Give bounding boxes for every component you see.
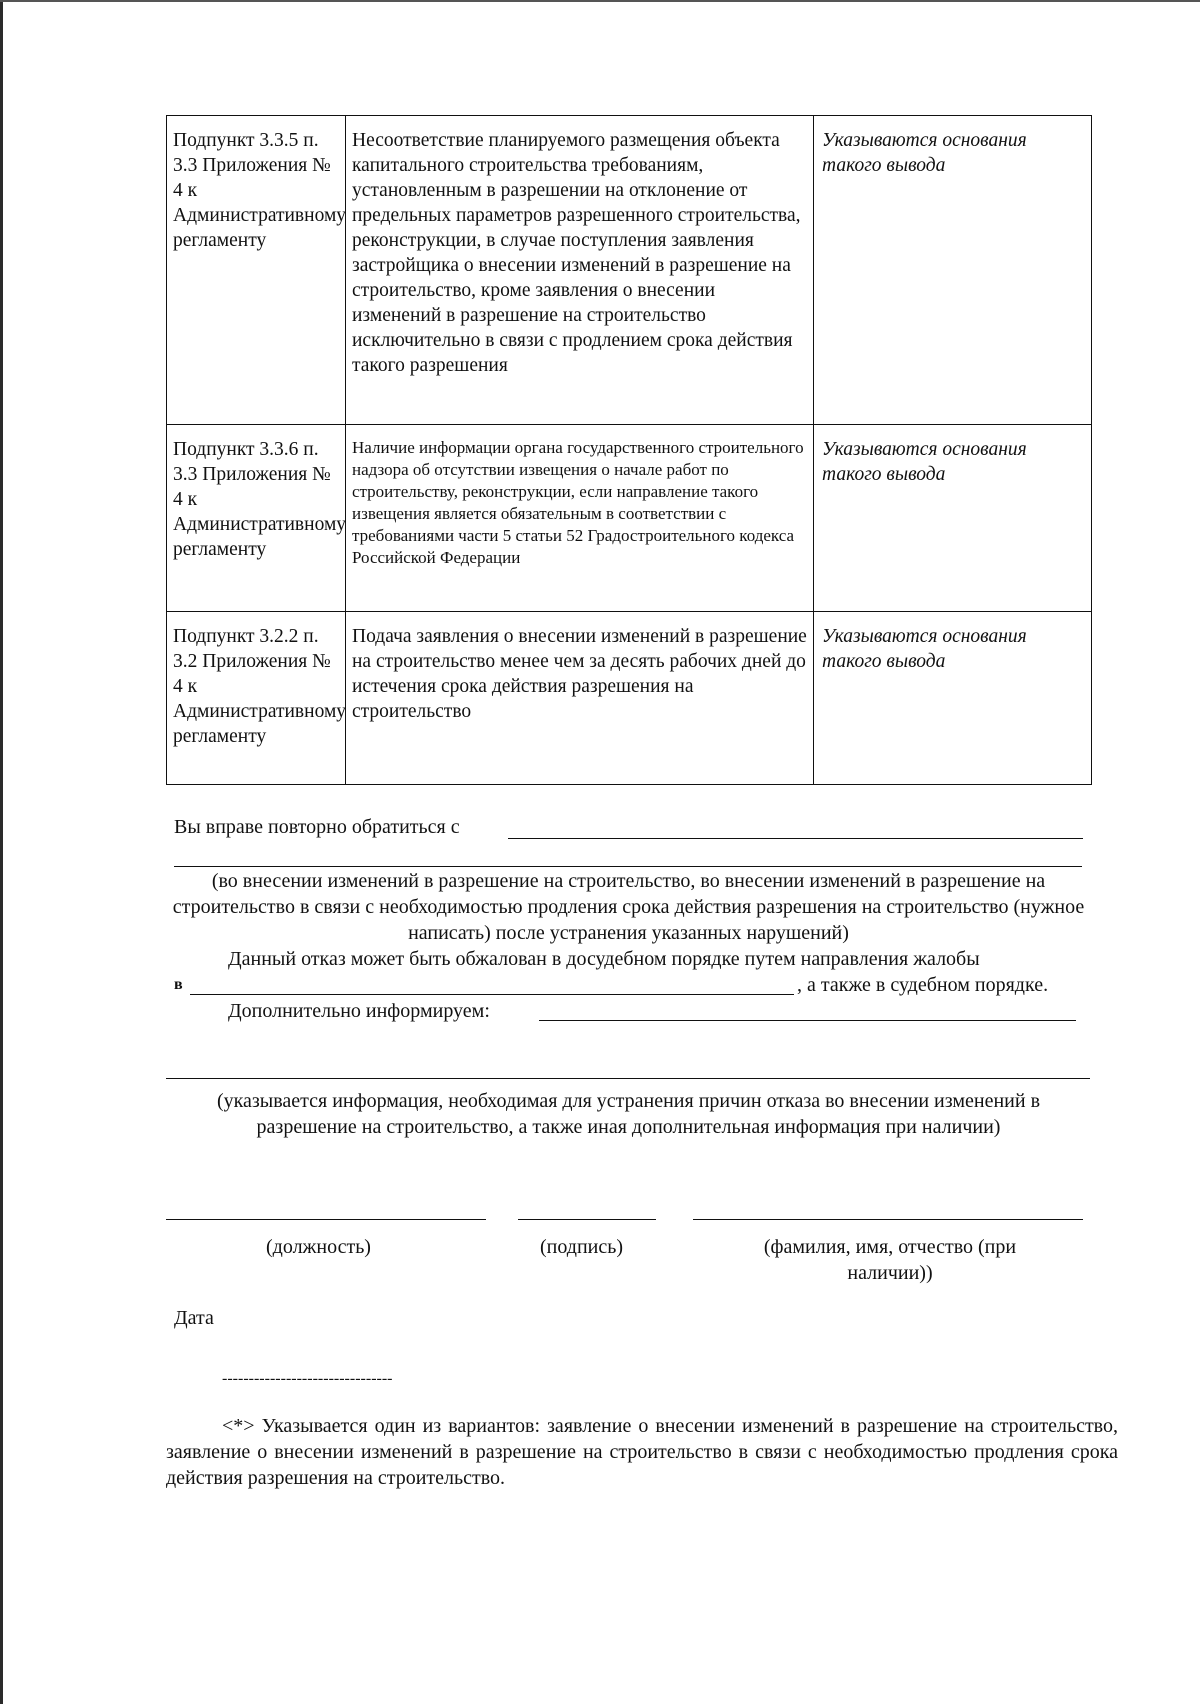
additional-fill-line-2[interactable] [166, 1078, 1090, 1079]
reference-cell: Подпункт 3.3.5 п. 3.3 Приложения № 4 к Административному регламенту [167, 116, 346, 425]
footnote-text: <*> Указывается один из вариантов: заявление о внесении изменений в разрешение на строительство, заявление о внесении изменений в разрешение на строительство в связи с необходимостью продления срока действия разрешения на строительство. [166, 1415, 1118, 1489]
reapply-label: Вы вправе повторно обратиться с [174, 816, 460, 838]
appeal-suffix: , а также в судебном порядке. [797, 974, 1049, 996]
appeal-text: Данный отказ может быть обжалован в досудебном порядке путем направления жалобы [228, 948, 980, 970]
additional-hint: (указывается информация, необходимая для устранения причин отказа во внесении изменений в разрешение на строительство, а также иная дополнительная информация при наличии) [216, 1090, 1041, 1138]
name-caption: (фамилия, имя, отчество (при наличии)) [763, 1236, 1017, 1284]
appeal-prefix: в [174, 976, 183, 993]
reference-cell: Подпункт 3.2.2 п. 3.2 Приложения № 4 к Административному регламенту [167, 612, 346, 785]
date-label: Дата [174, 1307, 214, 1329]
reference-cell: Подпункт 3.3.6 п. 3.3 Приложения № 4 к Административному регламенту [167, 425, 346, 612]
explanation-cell: Указываются основания такого вывода [814, 612, 1092, 785]
position-caption: (должность) [266, 1236, 371, 1258]
ground-cell: Наличие информации органа государственного строительного надзора об отсутствии извещения о начале работ по строительству, реконструкции, если направление такого извещения является обязательным в соответствии с требованиями части 5 статьи 52 Градостроительного кодекса Российской Федерации [346, 425, 814, 612]
name-fill-line[interactable] [693, 1219, 1083, 1220]
scan-edge-left [0, 0, 3, 1704]
ground-cell: Подача заявления о внесении изменений в разрешение на строительство менее чем за десять рабочих дней до истечения срока действия разрешения на строительство [346, 612, 814, 785]
reapply-fill-line[interactable] [508, 838, 1083, 839]
explanation-cell: Указываются основания такого вывода [814, 116, 1092, 425]
table-row [167, 425, 1092, 612]
ground-cell: Несоответствие планируемого размещения объекта капитального строительства требованиям, установленным в разрешении на отклонение от предельных параметров разрешенного строительства, реконструкции, в случае поступления заявления застройщика о внесении изменений в разрешение на строительство, кроме заявления о внесении изменений в разрешение на строительство исключительно в связи с продлением срока действия такого разрешения [346, 116, 814, 425]
appeal-body-fill-line[interactable] [190, 994, 794, 995]
position-fill-line[interactable] [166, 1219, 486, 1220]
additional-label: Дополнительно информируем: [228, 1000, 490, 1022]
reapply-hint: (во внесении изменений в разрешение на строительство, во внесении изменений в разрешение на строительство в связи с необходимостью продления срока действия разрешения на строительство (нужное написать) после устранения указанных нарушений) [172, 870, 1085, 944]
table-row [167, 116, 1092, 425]
footnote-separator: -------------------------------- [222, 1370, 393, 1387]
reapply-fill-line-2[interactable] [174, 866, 1082, 867]
explanation-cell: Указываются основания такого вывода [814, 425, 1092, 612]
table-row [167, 612, 1092, 785]
scan-edge-top [0, 0, 1200, 2]
refusal-grounds-table [166, 115, 1092, 785]
additional-fill-line[interactable] [539, 1020, 1076, 1021]
signature-fill-line[interactable] [518, 1219, 656, 1220]
signature-caption: (подпись) [540, 1236, 624, 1258]
